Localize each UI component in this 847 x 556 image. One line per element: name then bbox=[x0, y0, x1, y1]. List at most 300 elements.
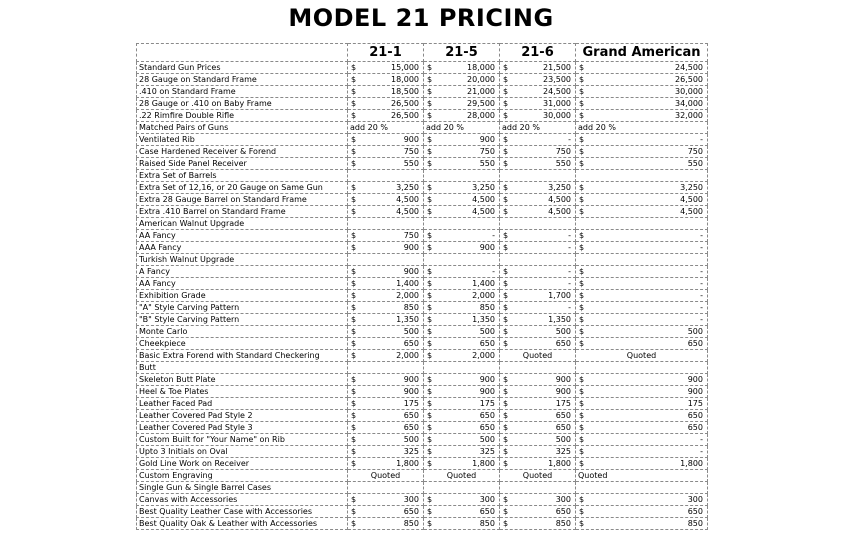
price-cell bbox=[348, 386, 424, 398]
column-header-21-5: 21-5 bbox=[424, 44, 500, 62]
table-row bbox=[137, 158, 708, 170]
price-cell bbox=[500, 206, 576, 218]
currency-symbol: $ bbox=[351, 110, 357, 120]
price-cell bbox=[576, 338, 708, 350]
currency-symbol: $ bbox=[503, 74, 509, 84]
price-cell bbox=[576, 422, 708, 434]
price-cell bbox=[348, 266, 424, 278]
price-cell bbox=[424, 446, 500, 458]
row-label: Extra Set of Barrels bbox=[137, 170, 348, 182]
price-amount: 850 bbox=[403, 518, 419, 528]
price-cell bbox=[576, 302, 708, 314]
currency-symbol: $ bbox=[579, 278, 585, 288]
table-row bbox=[137, 266, 708, 278]
price-cell bbox=[500, 110, 576, 122]
currency-symbol: $ bbox=[579, 422, 585, 432]
price-amount: - bbox=[568, 134, 571, 144]
price-amount: 32,000 bbox=[675, 110, 703, 120]
currency-symbol: $ bbox=[427, 326, 433, 336]
price-cell bbox=[500, 434, 576, 446]
currency-symbol: $ bbox=[579, 398, 585, 408]
price-cell bbox=[424, 422, 500, 434]
price-cell bbox=[500, 326, 576, 338]
price-cell bbox=[576, 374, 708, 386]
currency-symbol: $ bbox=[503, 494, 509, 504]
price-cell bbox=[576, 290, 708, 302]
price-amount: 18,500 bbox=[391, 86, 419, 96]
price-cell bbox=[348, 74, 424, 86]
price-amount: 1,400 bbox=[396, 278, 419, 288]
row-label: Single Gun & Single Barrel Cases bbox=[137, 482, 348, 494]
price-cell bbox=[424, 290, 500, 302]
price-amount: 2,000 bbox=[396, 350, 419, 360]
price-amount: - bbox=[568, 302, 571, 312]
currency-symbol: $ bbox=[503, 410, 509, 420]
price-amount: 550 bbox=[687, 158, 703, 168]
table-row bbox=[137, 254, 708, 266]
price-amount: 650 bbox=[555, 422, 571, 432]
price-cell bbox=[500, 290, 576, 302]
price-amount: 4,500 bbox=[396, 206, 419, 216]
price-amount: 650 bbox=[555, 506, 571, 516]
table-row bbox=[137, 134, 708, 146]
price-cell bbox=[424, 482, 500, 494]
column-header-grand-american: Grand American bbox=[576, 44, 708, 62]
quoted-text: Quoted bbox=[522, 350, 553, 360]
row-label: Exhibition Grade bbox=[137, 290, 348, 302]
currency-symbol: $ bbox=[579, 86, 585, 96]
table-row bbox=[137, 290, 708, 302]
price-cell bbox=[576, 314, 708, 326]
price-cell bbox=[576, 218, 708, 230]
price-cell bbox=[348, 290, 424, 302]
price-cell bbox=[424, 242, 500, 254]
price-amount: - bbox=[568, 242, 571, 252]
currency-symbol: $ bbox=[503, 266, 509, 276]
table-row bbox=[137, 458, 708, 470]
price-cell bbox=[348, 122, 424, 134]
currency-symbol: $ bbox=[427, 206, 433, 216]
price-amount: 850 bbox=[403, 302, 419, 312]
currency-symbol: $ bbox=[351, 458, 357, 468]
currency-symbol: $ bbox=[503, 86, 509, 96]
price-cell bbox=[500, 446, 576, 458]
currency-symbol: $ bbox=[351, 338, 357, 348]
currency-symbol: $ bbox=[503, 230, 509, 240]
price-amount: 900 bbox=[403, 374, 419, 384]
price-amount: - bbox=[700, 446, 703, 456]
price-cell bbox=[348, 506, 424, 518]
price-cell bbox=[348, 398, 424, 410]
price-cell bbox=[500, 86, 576, 98]
currency-symbol: $ bbox=[351, 386, 357, 396]
price-cell bbox=[576, 194, 708, 206]
table-row bbox=[137, 194, 708, 206]
price-cell bbox=[348, 230, 424, 242]
currency-symbol: $ bbox=[579, 338, 585, 348]
currency-symbol: $ bbox=[427, 290, 433, 300]
price-cell bbox=[500, 482, 576, 494]
price-amount: 500 bbox=[555, 434, 571, 444]
currency-symbol: $ bbox=[503, 518, 509, 528]
price-cell bbox=[424, 494, 500, 506]
currency-symbol: $ bbox=[427, 86, 433, 96]
price-amount: 31,000 bbox=[543, 98, 571, 108]
price-amount: 900 bbox=[479, 242, 495, 252]
table-row bbox=[137, 74, 708, 86]
price-amount: 4,500 bbox=[472, 206, 495, 216]
price-cell bbox=[500, 314, 576, 326]
price-cell bbox=[576, 386, 708, 398]
price-cell bbox=[500, 158, 576, 170]
table-row bbox=[137, 410, 708, 422]
price-cell bbox=[424, 62, 500, 74]
price-cell bbox=[576, 494, 708, 506]
price-cell bbox=[348, 362, 424, 374]
price-amount: 175 bbox=[555, 398, 571, 408]
price-cell bbox=[348, 134, 424, 146]
price-amount: 2,000 bbox=[472, 290, 495, 300]
row-label: Canvas with Accessories bbox=[137, 494, 348, 506]
currency-symbol: $ bbox=[427, 230, 433, 240]
price-amount: 500 bbox=[403, 434, 419, 444]
price-cell bbox=[424, 506, 500, 518]
table-row bbox=[137, 242, 708, 254]
row-label: Leather Covered Pad Style 2 bbox=[137, 410, 348, 422]
price-amount: - bbox=[700, 230, 703, 240]
price-amount: 175 bbox=[687, 398, 703, 408]
currency-symbol: $ bbox=[427, 386, 433, 396]
currency-symbol: $ bbox=[503, 158, 509, 168]
price-cell bbox=[576, 278, 708, 290]
price-cell bbox=[348, 86, 424, 98]
table-row bbox=[137, 494, 708, 506]
currency-symbol: $ bbox=[351, 518, 357, 528]
currency-symbol: $ bbox=[351, 194, 357, 204]
price-cell bbox=[348, 338, 424, 350]
row-label: Extra .410 Barrel on Standard Frame bbox=[137, 206, 348, 218]
row-label: Best Quality Oak & Leather with Accessories bbox=[137, 518, 348, 530]
price-amount: - bbox=[492, 230, 495, 240]
row-label: Upto 3 Initials on Oval bbox=[137, 446, 348, 458]
price-amount: - bbox=[700, 314, 703, 324]
table-row bbox=[137, 506, 708, 518]
price-cell bbox=[348, 326, 424, 338]
price-cell bbox=[576, 134, 708, 146]
currency-symbol: $ bbox=[503, 110, 509, 120]
currency-symbol: $ bbox=[503, 314, 509, 324]
price-cell bbox=[576, 122, 708, 134]
price-amount: 325 bbox=[403, 446, 419, 456]
currency-symbol: $ bbox=[351, 494, 357, 504]
price-cell bbox=[424, 434, 500, 446]
price-cell bbox=[576, 206, 708, 218]
row-label: Custom Built for "Your Name" on Rib bbox=[137, 434, 348, 446]
price-cell bbox=[576, 446, 708, 458]
price-amount: 20,000 bbox=[467, 74, 495, 84]
table-row bbox=[137, 206, 708, 218]
currency-symbol: $ bbox=[579, 266, 585, 276]
currency-symbol: $ bbox=[351, 206, 357, 216]
row-label: Extra Set of 12,16, or 20 Gauge on Same Gun bbox=[137, 182, 348, 194]
price-cell bbox=[500, 230, 576, 242]
currency-symbol: $ bbox=[427, 182, 433, 192]
table-row bbox=[137, 170, 708, 182]
add-percent-text: add 20 % bbox=[350, 122, 388, 132]
price-amount: 650 bbox=[479, 338, 495, 348]
table-row bbox=[137, 86, 708, 98]
price-amount: - bbox=[700, 134, 703, 144]
currency-symbol: $ bbox=[351, 266, 357, 276]
currency-symbol: $ bbox=[427, 266, 433, 276]
price-amount: 900 bbox=[687, 386, 703, 396]
currency-symbol: $ bbox=[503, 506, 509, 516]
currency-symbol: $ bbox=[503, 242, 509, 252]
price-cell bbox=[424, 458, 500, 470]
price-amount: - bbox=[700, 434, 703, 444]
price-cell bbox=[500, 218, 576, 230]
price-amount: - bbox=[492, 266, 495, 276]
price-amount: 15,000 bbox=[391, 62, 419, 72]
currency-symbol: $ bbox=[503, 446, 509, 456]
currency-symbol: $ bbox=[579, 206, 585, 216]
price-cell bbox=[424, 470, 500, 482]
price-amount: 28,000 bbox=[467, 110, 495, 120]
table-header-row bbox=[137, 44, 708, 62]
table-row bbox=[137, 302, 708, 314]
table-row bbox=[137, 278, 708, 290]
table-row bbox=[137, 338, 708, 350]
currency-symbol: $ bbox=[579, 494, 585, 504]
currency-symbol: $ bbox=[503, 326, 509, 336]
price-amount: 325 bbox=[479, 446, 495, 456]
table-row bbox=[137, 422, 708, 434]
price-amount: 1,400 bbox=[472, 278, 495, 288]
price-cell bbox=[500, 146, 576, 158]
price-cell bbox=[424, 266, 500, 278]
price-amount: 550 bbox=[479, 158, 495, 168]
price-amount: 26,500 bbox=[391, 98, 419, 108]
price-cell bbox=[576, 62, 708, 74]
table-row bbox=[137, 362, 708, 374]
price-amount: 4,500 bbox=[548, 194, 571, 204]
price-cell bbox=[500, 254, 576, 266]
price-cell bbox=[576, 362, 708, 374]
price-cell bbox=[424, 338, 500, 350]
currency-symbol: $ bbox=[351, 350, 357, 360]
currency-symbol: $ bbox=[427, 194, 433, 204]
price-amount: 650 bbox=[479, 506, 495, 516]
price-cell bbox=[500, 362, 576, 374]
price-amount: 18,000 bbox=[391, 74, 419, 84]
price-cell bbox=[424, 218, 500, 230]
price-cell bbox=[576, 518, 708, 530]
price-amount: 650 bbox=[687, 506, 703, 516]
price-amount: 2,000 bbox=[396, 290, 419, 300]
table-row bbox=[137, 518, 708, 530]
currency-symbol: $ bbox=[503, 194, 509, 204]
price-amount: - bbox=[700, 242, 703, 252]
price-cell bbox=[348, 218, 424, 230]
price-cell bbox=[348, 518, 424, 530]
currency-symbol: $ bbox=[427, 110, 433, 120]
row-label: Heel & Toe Plates bbox=[137, 386, 348, 398]
currency-symbol: $ bbox=[503, 302, 509, 312]
table-row bbox=[137, 386, 708, 398]
price-cell bbox=[500, 374, 576, 386]
price-cell bbox=[348, 422, 424, 434]
pricing-table bbox=[136, 43, 708, 530]
table-row bbox=[137, 218, 708, 230]
row-label: American Walnut Upgrade bbox=[137, 218, 348, 230]
price-amount: 1,350 bbox=[396, 314, 419, 324]
currency-symbol: $ bbox=[579, 518, 585, 528]
price-cell bbox=[500, 302, 576, 314]
add-percent-text: add 20 % bbox=[426, 122, 464, 132]
table-row bbox=[137, 398, 708, 410]
price-amount: 23,500 bbox=[543, 74, 571, 84]
price-amount: 750 bbox=[687, 146, 703, 156]
currency-symbol: $ bbox=[427, 74, 433, 84]
row-label: AAA Fancy bbox=[137, 242, 348, 254]
price-cell bbox=[500, 350, 576, 362]
price-amount: 550 bbox=[403, 158, 419, 168]
currency-symbol: $ bbox=[351, 302, 357, 312]
price-cell bbox=[424, 146, 500, 158]
add-percent-text: add 20 % bbox=[578, 122, 616, 132]
currency-symbol: $ bbox=[351, 86, 357, 96]
price-amount: 26,500 bbox=[675, 74, 703, 84]
price-amount: - bbox=[700, 290, 703, 300]
row-label: "A" Style Carving Pattern bbox=[137, 302, 348, 314]
price-cell bbox=[424, 374, 500, 386]
price-cell bbox=[424, 326, 500, 338]
price-amount: 850 bbox=[687, 518, 703, 528]
quoted-text: Quoted bbox=[578, 470, 608, 480]
price-cell bbox=[424, 194, 500, 206]
price-cell bbox=[348, 482, 424, 494]
currency-symbol: $ bbox=[351, 146, 357, 156]
price-amount: 175 bbox=[479, 398, 495, 408]
price-cell bbox=[500, 266, 576, 278]
currency-symbol: $ bbox=[427, 350, 433, 360]
price-cell bbox=[348, 170, 424, 182]
price-amount: 4,500 bbox=[472, 194, 495, 204]
price-cell bbox=[500, 470, 576, 482]
currency-symbol: $ bbox=[351, 134, 357, 144]
price-amount: 650 bbox=[687, 422, 703, 432]
price-amount: 850 bbox=[479, 302, 495, 312]
table-row bbox=[137, 98, 708, 110]
price-cell bbox=[576, 482, 708, 494]
currency-symbol: $ bbox=[351, 278, 357, 288]
price-cell bbox=[576, 470, 708, 482]
price-cell bbox=[424, 518, 500, 530]
price-cell bbox=[576, 230, 708, 242]
price-cell bbox=[424, 98, 500, 110]
currency-symbol: $ bbox=[579, 314, 585, 324]
row-label: Skeleton Butt Plate bbox=[137, 374, 348, 386]
price-amount: 500 bbox=[403, 326, 419, 336]
price-cell bbox=[576, 458, 708, 470]
currency-symbol: $ bbox=[579, 386, 585, 396]
price-amount: 3,250 bbox=[548, 182, 571, 192]
price-cell bbox=[348, 314, 424, 326]
currency-symbol: $ bbox=[579, 146, 585, 156]
currency-symbol: $ bbox=[351, 374, 357, 384]
currency-symbol: $ bbox=[579, 134, 585, 144]
currency-symbol: $ bbox=[579, 458, 585, 468]
price-amount: 24,500 bbox=[675, 62, 703, 72]
price-amount: 1,800 bbox=[680, 458, 703, 468]
price-cell bbox=[424, 74, 500, 86]
price-cell bbox=[348, 374, 424, 386]
price-cell bbox=[424, 386, 500, 398]
price-amount: 900 bbox=[555, 386, 571, 396]
price-amount: 4,500 bbox=[396, 194, 419, 204]
row-label: Gold Line Work on Receiver bbox=[137, 458, 348, 470]
price-cell bbox=[348, 458, 424, 470]
currency-symbol: $ bbox=[351, 158, 357, 168]
price-cell bbox=[500, 494, 576, 506]
quoted-text: Quoted bbox=[522, 470, 553, 480]
price-cell bbox=[500, 278, 576, 290]
currency-symbol: $ bbox=[579, 326, 585, 336]
price-amount: 1,800 bbox=[396, 458, 419, 468]
price-cell bbox=[348, 410, 424, 422]
price-cell bbox=[424, 278, 500, 290]
price-amount: 900 bbox=[555, 374, 571, 384]
price-amount: 1,700 bbox=[548, 290, 571, 300]
currency-symbol: $ bbox=[579, 410, 585, 420]
row-label: AA Fancy bbox=[137, 230, 348, 242]
table-row bbox=[137, 326, 708, 338]
row-label: Butt bbox=[137, 362, 348, 374]
price-cell bbox=[424, 230, 500, 242]
price-cell bbox=[348, 494, 424, 506]
price-cell bbox=[576, 170, 708, 182]
price-amount: 550 bbox=[555, 158, 571, 168]
currency-symbol: $ bbox=[351, 98, 357, 108]
price-amount: 650 bbox=[403, 506, 419, 516]
price-cell bbox=[424, 110, 500, 122]
price-cell bbox=[500, 410, 576, 422]
table-row bbox=[137, 434, 708, 446]
currency-symbol: $ bbox=[503, 62, 509, 72]
currency-symbol: $ bbox=[503, 386, 509, 396]
price-cell bbox=[576, 410, 708, 422]
currency-symbol: $ bbox=[427, 446, 433, 456]
currency-symbol: $ bbox=[503, 290, 509, 300]
price-cell bbox=[576, 398, 708, 410]
price-amount: 750 bbox=[555, 146, 571, 156]
price-cell bbox=[348, 146, 424, 158]
table-row bbox=[137, 230, 708, 242]
currency-symbol: $ bbox=[427, 422, 433, 432]
currency-symbol: $ bbox=[351, 398, 357, 408]
currency-symbol: $ bbox=[427, 302, 433, 312]
row-label: Case Hardened Receiver & Forend bbox=[137, 146, 348, 158]
row-label: "B" Style Carving Pattern bbox=[137, 314, 348, 326]
row-label: .22 Rimfire Double Rifle bbox=[137, 110, 348, 122]
price-cell bbox=[576, 506, 708, 518]
price-amount: 24,500 bbox=[543, 86, 571, 96]
row-label: Turkish Walnut Upgrade bbox=[137, 254, 348, 266]
row-label: .410 on Standard Frame bbox=[137, 86, 348, 98]
quoted-text: Quoted bbox=[626, 350, 657, 360]
row-label: Cheekpiece bbox=[137, 338, 348, 350]
currency-symbol: $ bbox=[351, 506, 357, 516]
